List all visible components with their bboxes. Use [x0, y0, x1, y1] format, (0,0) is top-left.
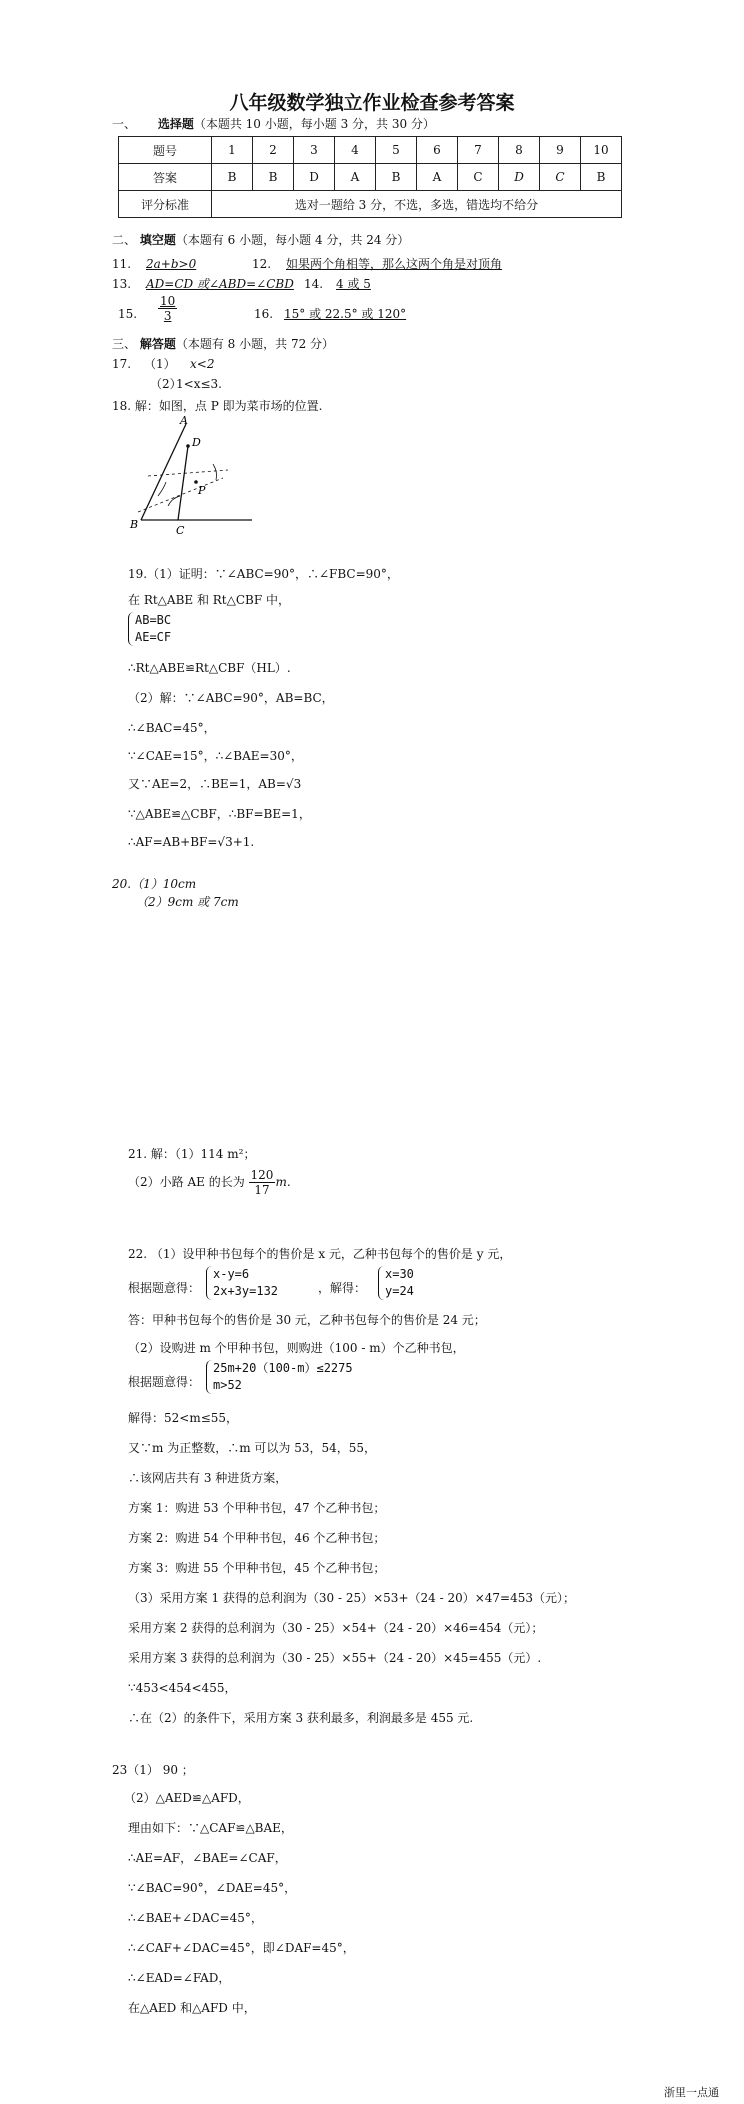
q19-line6: ∵∠CAE=15°，∴∠BAE=30°，: [128, 749, 303, 763]
q21-numerator: 120: [250, 1168, 274, 1182]
q22-line2-prefix: 根据题意得：: [128, 1281, 201, 1295]
figure-point-d: [186, 444, 190, 448]
figure-label-a: A: [180, 416, 188, 427]
q22-line16: ∴在（2）的条件下，采用方案 3 获利最多，利润最多是 455 元.: [128, 1711, 474, 1725]
q22-sys2-eq2: y=24: [385, 1284, 414, 1298]
figure-label-p: P: [198, 484, 206, 497]
table-cell: 2: [253, 137, 294, 164]
table-cell: B: [581, 164, 622, 191]
footer-watermark: 浙里一点通: [664, 2086, 719, 2099]
q19-line2: 在 Rt△ABE 和 Rt△CBF 中，: [128, 593, 291, 607]
section-3-heading: [112, 336, 334, 352]
q18-text: 18. 解：如图，点 P 即为菜市场的位置.: [112, 399, 323, 413]
q22-system-3: [206, 1360, 353, 1394]
q22-line11: 方案 3：购进 55 个甲种书包，45 个乙种书包；: [128, 1561, 386, 1575]
figure-line-dc: [178, 446, 188, 520]
q17-number: 17.: [112, 357, 132, 371]
section-1-name: 选择题: [157, 117, 194, 131]
q22-line14: 采用方案 3 获得的总利润为（30 - 25）×55+（24 - 20）×45=455（元）.: [128, 1651, 542, 1665]
q19-line9: ∴AF=AB+BF=√3+1.: [128, 835, 255, 849]
table-cell: B: [253, 164, 294, 191]
q19-line3: ∴Rt△ABE≌Rt△CBF（HL）.: [128, 661, 291, 675]
q23-line6: ∴∠BAE+∠DAC=45°，: [128, 1911, 263, 1925]
table-cell: 3: [294, 137, 335, 164]
table-row-answers: [119, 164, 622, 191]
figure-label-d: D: [192, 436, 201, 449]
q22-sys1-eq1: x-y=6: [213, 1267, 250, 1281]
table-cell: B: [376, 164, 417, 191]
q21-line1: 21. 解：（1）114 m²；: [128, 1147, 256, 1161]
q15-denominator: 3: [163, 309, 172, 323]
q21-line2-prefix: （2）小路 AE 的长为: [128, 1175, 245, 1189]
q19-line1: 19.（1）证明：∵∠ABC=90°，∴∠FBC=90°，: [128, 567, 399, 581]
q15-numerator: 10: [160, 294, 176, 308]
q22-line4: （2）设购进 m 个甲种书包，则购进（100 - m）个乙种书包，: [128, 1341, 465, 1355]
q21-line2-suffix: m.: [275, 1175, 291, 1189]
table-cell: 9: [540, 137, 581, 164]
q15-number: 15.: [118, 307, 138, 321]
table-row-numbers: [119, 137, 622, 164]
table-cell: 1: [212, 137, 253, 164]
q22-line13: 采用方案 2 获得的总利润为（30 - 25）×54+（24 - 20）×46=454（元）；: [128, 1621, 544, 1635]
q22-line12: （3）采用方案 1 获得的总利润为（30 - 25）×53+（24 - 20）×47=453（元）；: [128, 1591, 576, 1605]
q23-line8: ∴∠EAD=∠FAD，: [128, 1971, 231, 1985]
q19-eq2: AE=CF: [135, 630, 172, 644]
q19-line8: ∵△ABE≌△CBF，∴BF=BE=1，: [128, 807, 311, 821]
q17-part2-label: （2）: [150, 377, 182, 391]
table-cell: 8: [499, 137, 540, 164]
q22-line9: 方案 1：购进 53 个甲种书包，47 个乙种书包；: [128, 1501, 386, 1515]
q15-fraction: [150, 294, 185, 323]
q17-part2-answer: 1<x≤3.: [176, 377, 222, 391]
q19-eq1: AB=BC: [135, 613, 172, 627]
answer-table: [118, 136, 622, 218]
section-2-heading: [112, 232, 409, 248]
section-1-heading: [112, 116, 435, 132]
section-3-desc: （本题有 8 小题，共 72 分）: [175, 337, 335, 351]
q19-line4: （2）解：∵∠ABC=90°，AB=BC，: [128, 691, 334, 705]
q23-line4: ∴AE=AF，∠BAE=∠CAF，: [128, 1851, 287, 1865]
section-1-desc: （本题共 10 小题，每小题 3 分，共 30 分）: [193, 117, 435, 131]
q22-line5-prefix: 根据题意得：: [128, 1375, 201, 1389]
section-3-name: 解答题: [139, 337, 176, 351]
section-2-desc: （本题有 6 小题，每小题 4 分，共 24 分）: [175, 233, 410, 247]
q11-answer: 2a+b>0: [146, 257, 197, 271]
q22-line8: ∴该网店共有 3 种进货方案，: [128, 1471, 288, 1485]
table-row-rule: [119, 191, 622, 218]
q23-line2: （2）△AED≌△AFD，: [124, 1791, 250, 1805]
q21-denominator: 17: [254, 1183, 270, 1197]
q14-answer: 4 或 5: [336, 277, 371, 291]
q20-line1: 20.（1）10cm: [112, 877, 197, 891]
figure-arc: [213, 464, 217, 480]
q22-line1: 22. （1）设甲种书包每个的售价是 x 元，乙种书包每个的售价是 y 元，: [128, 1247, 512, 1261]
q22-sys2-eq1: x=30: [385, 1267, 414, 1281]
q19-system: [128, 612, 171, 646]
q16-number: 16.: [254, 307, 274, 321]
q13-answer: AD=CD 或∠ABD=∠CBD: [146, 277, 294, 291]
q21-line2: [128, 1168, 291, 1197]
q14-number: 14.: [304, 277, 324, 291]
q11-number: 11.: [112, 257, 132, 271]
table-cell: 10: [581, 137, 622, 164]
table-cell: C: [540, 164, 581, 191]
q12-answer: 如果两个角相等，那么这两个角是对顶角: [286, 257, 503, 271]
q22-sys1-eq2: 2x+3y=132: [213, 1284, 279, 1298]
table-cell: 答案: [119, 164, 212, 191]
q23-line3: 理由如下：∵△CAF≌△BAE，: [128, 1821, 293, 1835]
q18-figure: [128, 416, 258, 536]
q17-part1-label: （1）: [144, 357, 176, 371]
q22-line3: 答：甲种书包每个的售价是 30 元，乙种书包每个的售价是 24 元；: [128, 1313, 486, 1327]
figure-arc: [158, 482, 166, 496]
figure-label-b: B: [130, 518, 139, 531]
q17-part1-answer: x<2: [190, 357, 215, 371]
q16-answer: 15° 或 22.5° 或 120°: [284, 307, 407, 321]
table-cell: 5: [376, 137, 417, 164]
figure-angle-bisector: [138, 478, 223, 512]
q22-sys3-eq1: 25m+20（100-m）≤2275: [213, 1361, 353, 1375]
table-cell: 选对一题给 3 分，不选，多选，错选均不给分: [212, 191, 622, 218]
q23-line5: ∵∠BAC=90°，∠DAE=45°，: [128, 1881, 297, 1895]
table-cell: 4: [335, 137, 376, 164]
table-cell: 6: [417, 137, 458, 164]
section-2-name: 填空题: [139, 233, 176, 247]
q22-line15: ∵453<454<455，: [128, 1681, 237, 1695]
q21-fraction: [249, 1168, 276, 1197]
table-cell: D: [294, 164, 335, 191]
section-1-number: 一、: [112, 117, 137, 131]
q22-sys3-eq2: m>52: [213, 1378, 242, 1392]
section-3-number: 三、: [112, 337, 137, 351]
section-2-number: 二、: [112, 233, 137, 247]
q13-number: 13.: [112, 277, 132, 291]
q19-line5: ∴∠BAC=45°，: [128, 721, 216, 735]
q15-answer: [150, 294, 185, 323]
q22-line7: 又∵m 为正整数，∴m 可以为 53，54，55，: [128, 1441, 377, 1455]
table-cell: A: [417, 164, 458, 191]
table-cell: 题号: [119, 137, 212, 164]
q22-system-2: [378, 1266, 414, 1300]
q22-system-1: [206, 1266, 278, 1300]
q19-line7: 又∵AE=2，∴BE=1，AB=√3: [128, 777, 302, 791]
page-title: 八年级数学独立作业检查参考答案: [229, 92, 515, 114]
figure-line-ba: [141, 424, 186, 520]
table-cell: 评分标准: [119, 191, 212, 218]
table-cell: C: [458, 164, 499, 191]
q23-line7: ∴∠CAF+∠DAC=45°，即∠DAF=45°，: [128, 1941, 355, 1955]
q20-line2: （2）9cm 或 7cm: [136, 895, 239, 909]
table-cell: A: [335, 164, 376, 191]
table-cell: D: [499, 164, 540, 191]
q22-line10: 方案 2：购进 54 个甲种书包，46 个乙种书包；: [128, 1531, 386, 1545]
q22-line6: 解得：52<m≤55，: [128, 1411, 239, 1425]
q23-line9: 在△AED 和△AFD 中，: [128, 2001, 256, 2015]
q12-number: 12.: [252, 257, 272, 271]
q23-line1: 23（1） 90 ；: [112, 1763, 194, 1777]
figure-label-c: C: [176, 524, 185, 536]
q22-line2-mid: ，解得：: [318, 1281, 367, 1295]
table-cell: B: [212, 164, 253, 191]
table-cell: 7: [458, 137, 499, 164]
